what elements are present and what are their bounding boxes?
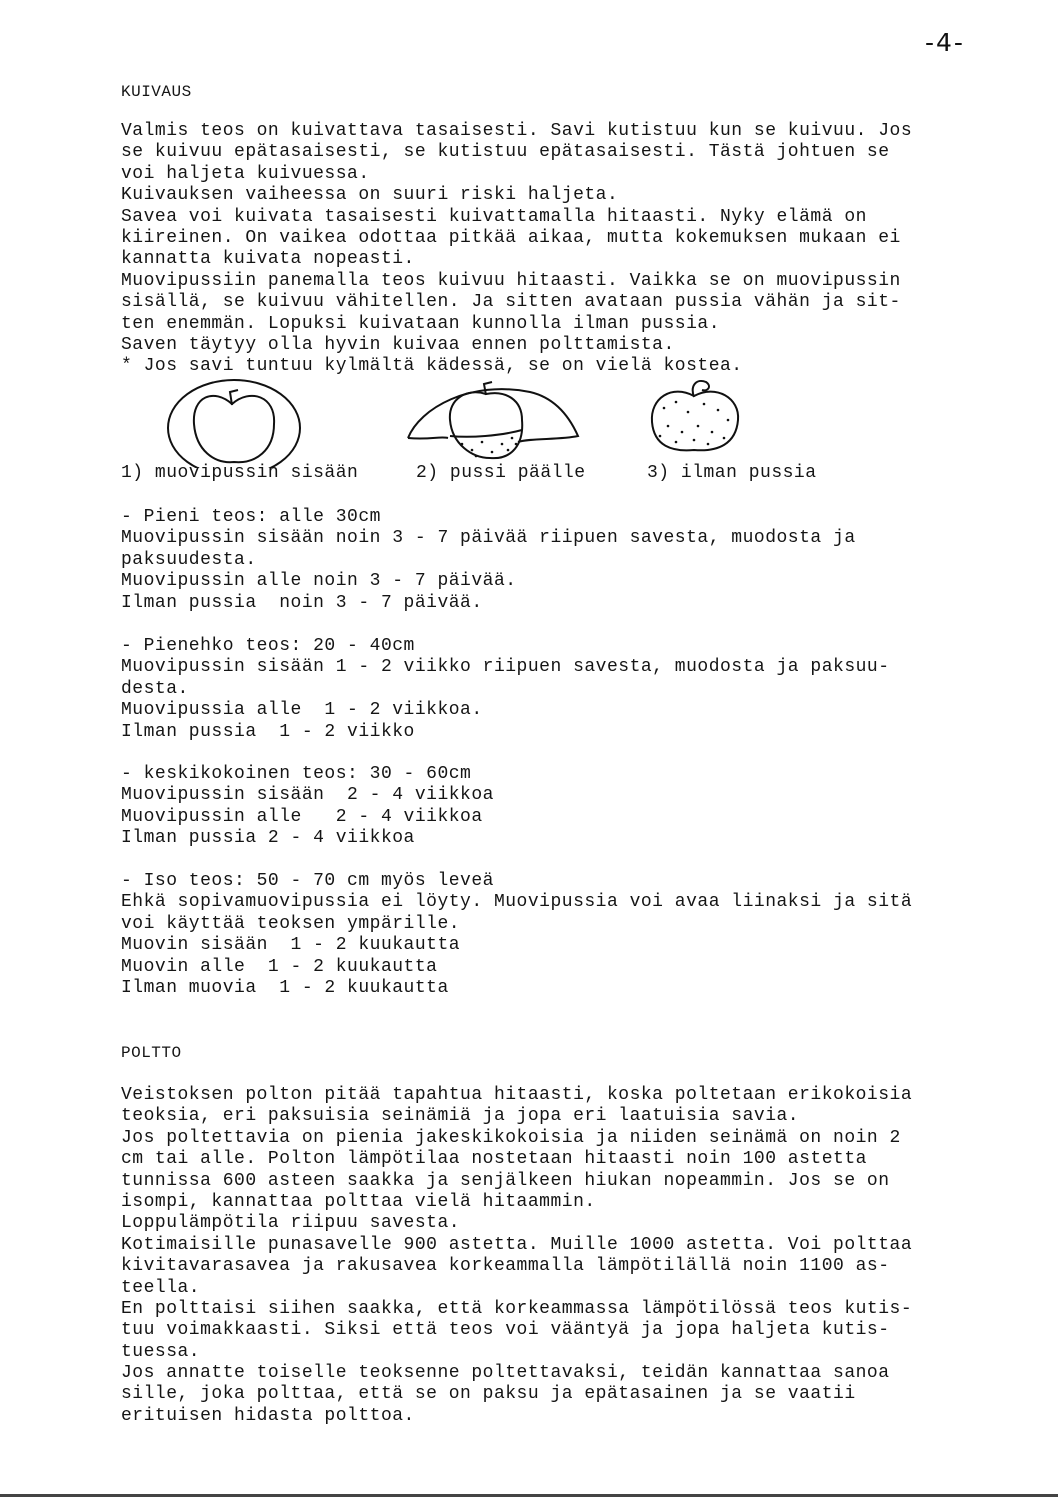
text-line: tuessa.: [121, 1341, 201, 1362]
size-group-title: - Iso teos: 50 - 70 cm myös leveä: [121, 871, 494, 891]
kuivaus-paragraph: [121, 121, 1031, 378]
text-line: sille, joka polttaa, että se on paksu ja epätasainen ja se vaatii: [121, 1384, 856, 1405]
text-line: Muovin sisään 1 - 2 kuukautta: [121, 935, 461, 956]
text-line: Jos poltettavia on pienia jakeskikokoisia ja niiden seinämä on noin 2: [121, 1127, 901, 1148]
text-line: Muovipussiin panemalla teos kuivuu hitaasti. Vaikka se on muovipussin: [121, 270, 901, 291]
size-group-title: - keskikokoinen teos: 30 - 60cm: [121, 764, 472, 784]
text-line: Muovipussin sisään noin 3 - 7 päivää riipuen savesta, muodosta ja: [121, 528, 856, 549]
size-group-small: [121, 507, 1031, 614]
text-line: voi haljeta kuivuessa.: [121, 163, 370, 184]
text-line: kannatta kuivata nopeasti.: [121, 249, 415, 270]
size-group-smallish: [121, 636, 1031, 743]
text-line: Loppulämpötila riipuu savesta.: [121, 1213, 461, 1234]
text-line: Muovin alle 1 - 2 kuukautta: [121, 956, 438, 977]
text-line: En polttaisi siihen saakka, että korkeammassa lämpötilössä teos kutis-: [121, 1298, 913, 1319]
text-line: erituisen hidasta polttoa.: [121, 1405, 415, 1426]
text-line: Veistoksen polton pitää tapahtua hitaasti, koska poltetaan erikokoisia: [121, 1085, 913, 1105]
drying-illustrations: [0, 368, 1058, 468]
text-line: Ilman muovia 1 - 2 kuukautta: [121, 977, 449, 998]
text-line: desta.: [121, 678, 189, 699]
text-line: se kuivuu epätasaisesti, se kutistuu epätasaisesti. Tästä johtuen se: [121, 142, 890, 163]
text-line: teoksia, eri paksuisia seinämiä ja jopa eri laatuisia savia.: [121, 1106, 800, 1127]
text-line: Kotimaisille punasavelle 900 astetta. Muille 1000 astetta. Voi polttaa: [121, 1234, 913, 1255]
sculpture-bag-on-top-drawing: [408, 382, 578, 458]
poltto-paragraph: [121, 1085, 1031, 1427]
text-line: * Jos savi tuntuu kylmältä kädessä, se on vielä kostea.: [121, 356, 743, 377]
text-line: isompi, kannattaa polttaa vielä hitaammin.: [121, 1191, 596, 1212]
text-line: Kuivauksen vaiheessa on suuri riski haljeta.: [121, 185, 619, 206]
size-group-medium: [121, 764, 1031, 850]
surface-dots: [659, 401, 730, 446]
page-number: -4-: [925, 28, 965, 57]
text-line: tunnissa 600 asteen saakka ja senjälkeen hiukan nopeammin. Jos se on: [121, 1170, 890, 1191]
text-line: Muovipussin alle 2 - 4 viikkoa: [121, 806, 483, 827]
caption-in-bag: 1) muovipussin sisään: [121, 463, 359, 483]
text-line: Saven täytyy olla hyvin kuivaa ennen polttamista.: [121, 334, 675, 355]
text-line: Muovipussin sisään 1 - 2 viikko riipuen savesta, muodosta ja paksuu-: [121, 657, 890, 678]
text-line: cm tai alle. Polton lämpötilaa nostetaan hitaasti noin 100 astetta: [121, 1149, 867, 1170]
text-line: Savea voi kuivata tasaisesti kuivattamalla hitaasti. Nyky elämä on: [121, 206, 867, 227]
size-group-large: [121, 871, 1031, 999]
section-heading-kuivaus: KUIVAUS: [121, 83, 192, 101]
caption-bag-on-top: 2) pussi päälle: [416, 463, 586, 483]
text-line: Valmis teos on kuivattava tasaisesti. Savi kutistuu kun se kuivuu. Jos: [121, 121, 913, 141]
text-line: kiireinen. On vaikea odottaa pitkää aikaa, mutta kokemuksen mukaan ei: [121, 227, 901, 248]
section-heading-poltto: POLTTO: [121, 1044, 182, 1062]
caption-no-bag: 3) ilman pussia: [647, 463, 817, 483]
text-line: Ehkä sopivamuovipussia ei löyty. Muovipussia voi avaa liinaksi ja sitä: [121, 892, 913, 913]
text-line: voi käyttää teoksen ympärille.: [121, 913, 461, 934]
text-line: sisällä, se kuivuu vähitellen. Ja sitten avataan pussia vähän ja sit-: [121, 292, 901, 313]
text-line: Muovipussin alle noin 3 - 7 päivää.: [121, 571, 517, 592]
text-line: Jos annatte toiselle teoksenne poltettavaksi, teidän kannattaa sanoa: [121, 1363, 890, 1384]
text-line: paksuudesta.: [121, 549, 257, 570]
text-line: kivitavarasavea ja rakusavea korkeammalla lämpötilällä noin 1100 as-: [121, 1256, 890, 1277]
text-line: Muovipussin sisään 2 - 4 viikkoa: [121, 785, 494, 806]
text-line: Muovipussia alle 1 - 2 viikkoa.: [121, 700, 483, 721]
sculpture-in-bag-drawing: [168, 380, 300, 468]
text-line: Ilman pussia noin 3 - 7 päivää.: [121, 592, 483, 613]
text-line: Ilman pussia 1 - 2 viikko: [121, 721, 415, 742]
page-bottom-edge: [0, 1494, 1058, 1497]
size-group-title: - Pieni teos: alle 30cm: [121, 507, 381, 527]
text-line: Ilman pussia 2 - 4 viikkoa: [121, 828, 415, 849]
size-group-title: - Pienehko teos: 20 - 40cm: [121, 636, 415, 656]
text-line: ten enemmän. Lopuksi kuivataan kunnolla ilman pussia.: [121, 313, 720, 334]
text-line: teella.: [121, 1277, 201, 1298]
text-line: tuu voimakkaasti. Siksi että teos voi vääntyä ja jopa haljeta kutis-: [121, 1320, 890, 1341]
